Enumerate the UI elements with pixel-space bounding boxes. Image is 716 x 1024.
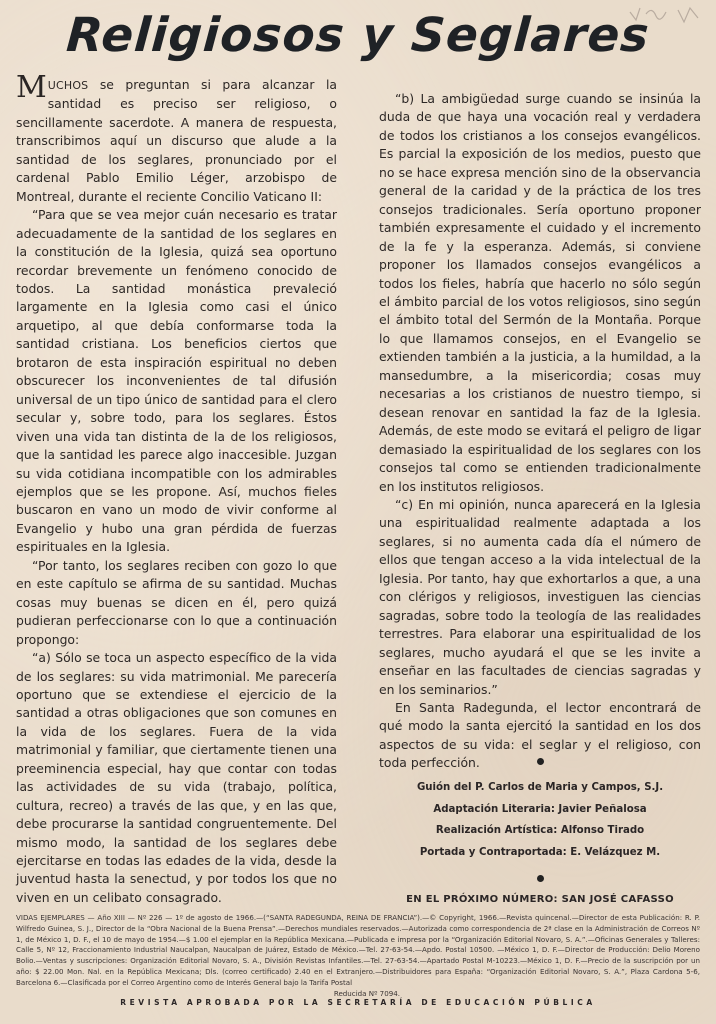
credit-line: Guión del P. Carlos de Maria y Campos, S.J. xyxy=(416,782,664,793)
credit-line: Adaptación Literaria: Javier Peñalosa xyxy=(433,803,647,815)
credit-line: Realización Artística: Alfonso Tirado xyxy=(435,825,645,836)
fineprint-last-line: Reducida Nº 7094. xyxy=(333,988,400,998)
paragraph: “Para que se vea mejor cuán necesario es tratar adecuadamente de la santidad de los seglares en la constitución de la Iglesia, quizá sea oportuno recordar brevemente un fenómeno conocido de todos. La santidad monástica prevaleció largamente en la Iglesia como casi el único arquetipo, al que debía conformarse toda la santidad cristiana. Los beneficios ciertos que brotaron de esta inspiración espiritual no deben obscurecer los inconvenientes de tal difusión universal de un tipo único de santidad para el clero secular y, sobre todo, para los seglares. Éstos viven una vida tan distinta de la de los religiosos, que la santidad les parece algo inaccesible. Juzgan su vida cotidiana incompatible con los admirables ejemplos que se les propone. Así, muchos fieles buscaron en vano un modo de vivir conforme al Evangelio y hubo una gran pérdida de fuerzas espirituales en la Iglesia. xyxy=(16,207,337,555)
paragraph: “a) Sólo se toca un aspecto específico de la vida de los seglares: su vida matrimonial. Me parecería oportuno que se extendiese el ejercicio de la santidad a otras obligaciones que son comunes en la vida de los seglares. Fuera de la vida matrimonial y familiar, que ciertamente tienen una preeminencia especial, hay que contar con todas las actividades de su vida (trabajo, política, cultura, recreo) a través de las que, y en las que, debe procurarse la santidad congruentemente. Del mismo modo, la santidad de los seglares debe ejercitarse en todas las edades de la vida, desde la juventud hasta la senectud, y por todos los que no viven en un celibato consagrado. xyxy=(16,650,337,905)
approval-notice: REVISTA APROBADA POR LA SECRETARÍA DE EDUCACIÓN PÚBLICA xyxy=(120,998,596,1007)
intro-text: se preguntan si para alcanzar la santidad es preciso ser religioso, o sencillamente sacerdote. A manera de respuesta, transcribimos aquí un discurso que alude a la santidad de los seglares, pronunciado por el cardenal Pablo Emilio Léger, arzobispo de Montreal, durante el reciente Concilio Vaticano II: xyxy=(16,77,337,204)
page-title: Religiosos y Seglares xyxy=(64,8,652,63)
paragraph: “b) La ambigüedad surge cuando se insinúa la duda de que haya una vocación real y verdadera de todos los cristianos a los consejos evangélicos. Es parcial la exposición de los medios, puesto que no se hace expresa mención sino de la observancia general de la caridad y de la práctica de los tres consejos tradicionales. Sería oportuno proponer también expresamente el cuidado y el incremento de la fe y la esperanza. Además, si conviene proponer los llamados consejos evangélicos a todos los fieles, habría que hacerlo no sólo según el ámbito parcial de los votos religiosos, sino según el ámbito total del Sermón de la Montaña. Porque lo que llamamos consejos, en el Evangelio se extienden también a la justicia, a la humildad, a la mansedumbre, a la misericordia; cosas muy necesarias a los cristianos de nuestro tiempo, si desean renovar en santidad la faz de la Iglesia. Además, de este modo se evitará el peligro de ligar demasiado la espiritualidad de los seglares con los consejos tal como se entienden tradicionalmente en los institutos religiosos. xyxy=(379,91,701,494)
lead-caps: UCHOS xyxy=(47,79,89,92)
publication-fineprint xyxy=(16,913,700,999)
article-left-column xyxy=(16,70,337,907)
next-issue: EN EL PRÓXIMO NÚMERO: SAN JOSÉ CAFASSO xyxy=(406,894,674,905)
credits-block xyxy=(379,746,701,905)
fineprint-text: VIDAS EJEMPLARES — Año XIII — Nº 226 — 1º de agosto de 1966.—(“SANTA RADEGUNDA, REINA DE FRANCIA”).—© Copyright, 1966.—Revista quincenal.—Director de esta Publicación: R. P. Wilfredo Guinea, S. J., Director de la “Obra Nacional de la Buena Prensa”.—Derechos mundiales reservados.—Autorizada como correspondencia de 2ª clase en la Administración de Correos Nº 1, de México 1, D. F., el 10 de mayo de 1954.—$ 1.00 el ejemplar en la República Mexicana.—Publicada e impresa por la “Organización Editorial Novaro, S. A.”.—Oficinas Generales y Talleres: Calle 5, Nº 12, Fraccionamiento Industrial Naucalpan, Naucalpan de Juárez, Estado de México.—Tel. 27-63-54.—Apdo. Postal 10500. —México 1, D. F.—Director de Producción: Delio Moreno Bolio.—Ventas y suscripciones: Organización Editorial Novaro, S. A., División Revistas Infantiles.—Tel. 27-63-54.—Apartado Postal M-10223.—México 1, D. F.—Precio de la suscripción por un año: $ 22.00 Mon. Nal. en la República Mexicana; Dls. (correo certificado) 2.40 en el Extranjero.—Distribuidores para España: “Organización Editorial Novaro, S. A.”, Plaza Cardona 5-6, Barcelona 6.—Clasificada por el Correo Argentino como de Interés General bajo la Tarifa Postal xyxy=(16,913,700,987)
drop-cap: M xyxy=(16,70,47,105)
intro-paragraph xyxy=(16,70,337,206)
bullet-dot-icon xyxy=(537,875,544,882)
paragraph: En Santa Radegunda, el lector encontrará de qué modo la santa ejercitó la santidad en los dos aspectos de su vida: el seglar y el religioso, con toda perfección. xyxy=(379,699,701,771)
paragraph: “c) En mi opinión, nunca aparecerá en la Iglesia una espiritualidad realmente adaptada a los seglares, si no aumenta cada día el número de ellos que tengan acceso a la vida intelectual de la Iglesia. Por tanto, hay que exhortarlos a que, a una con clérigos y religiosos, investiguen las ciencias sagradas, sobre todo la teología de las realidades terrestres. Para elaborar una espiritualidad de los seglares, mucho ayudará el que se les invite a enseñar en las facultades de ciencias sagradas y en los seminarios.” xyxy=(379,496,701,697)
bullet-dot-icon xyxy=(537,758,544,765)
paragraph: “Por tanto, los seglares reciben con gozo lo que en este capítulo se afirma de su santidad. Muchas cosas muy buenas se dicen en él, pero quizá pudieran perfeccionarse con lo que a continuación propongo: xyxy=(16,557,337,647)
article-right-column xyxy=(379,90,701,773)
credit-line: Portada y Contraportada: E. Velázquez M. xyxy=(419,846,661,858)
